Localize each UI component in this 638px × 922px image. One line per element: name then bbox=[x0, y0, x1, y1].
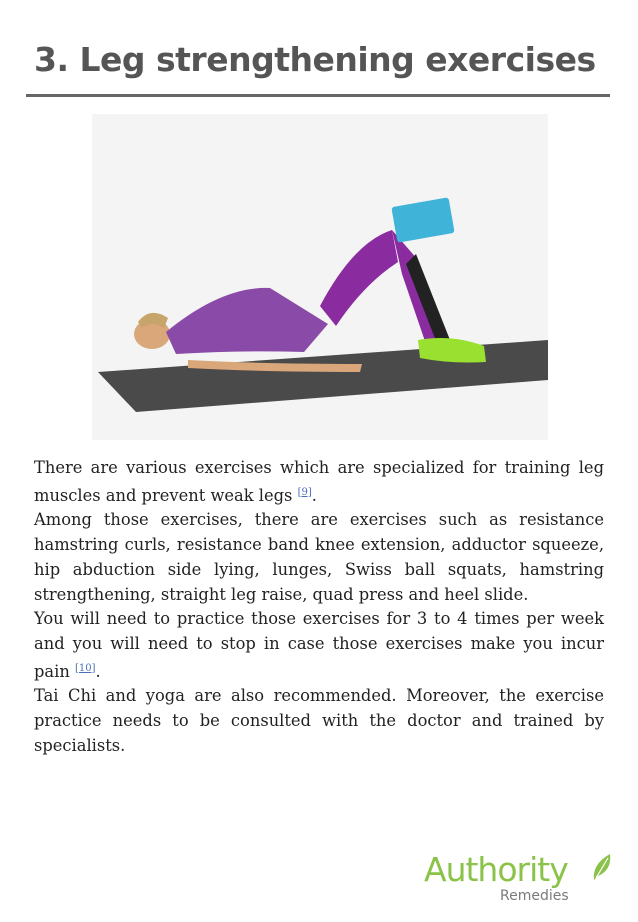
page-title: 3. Leg strengthening exercises bbox=[34, 40, 596, 79]
leaf-icon bbox=[590, 852, 614, 882]
paragraph bbox=[34, 607, 604, 684]
title-underline bbox=[26, 94, 610, 97]
paragraph bbox=[34, 684, 604, 758]
paragraph bbox=[34, 456, 604, 508]
paragraph-text: . bbox=[311, 485, 317, 505]
authority-remedies-logo bbox=[424, 850, 614, 910]
logo-name: Authority bbox=[424, 850, 568, 889]
exercise-photo bbox=[92, 114, 548, 440]
citation-link[interactable]: [9] bbox=[297, 486, 312, 498]
paragraph-text: Among those exercises, there are exercises such as resistance hamstring curls, resistance band knee extension, adductor squeeze, hip abduction side lying, lunges, Swiss ball squats, hamstring strengthening, straight leg raise, quad press and heel slide. bbox=[34, 510, 604, 604]
paragraph bbox=[34, 508, 604, 607]
paragraph-text: There are various exercises which are specialized for training leg muscles and prevent weak legs bbox=[34, 458, 604, 505]
logo-subtitle: Remedies bbox=[500, 888, 569, 904]
paragraph-text: Tai Chi and yoga are also recommended. Moreover, the exercise practice needs to be consulted with the doctor and trained by specialists. bbox=[34, 686, 604, 755]
citation-link[interactable]: [10] bbox=[75, 662, 96, 674]
body-text bbox=[34, 456, 604, 758]
paragraph-text: You will need to practice those exercises for 3 to 4 times per week and you will need to stop in case those exercises make you incur pain bbox=[34, 609, 604, 681]
paragraph-text: . bbox=[95, 661, 101, 681]
